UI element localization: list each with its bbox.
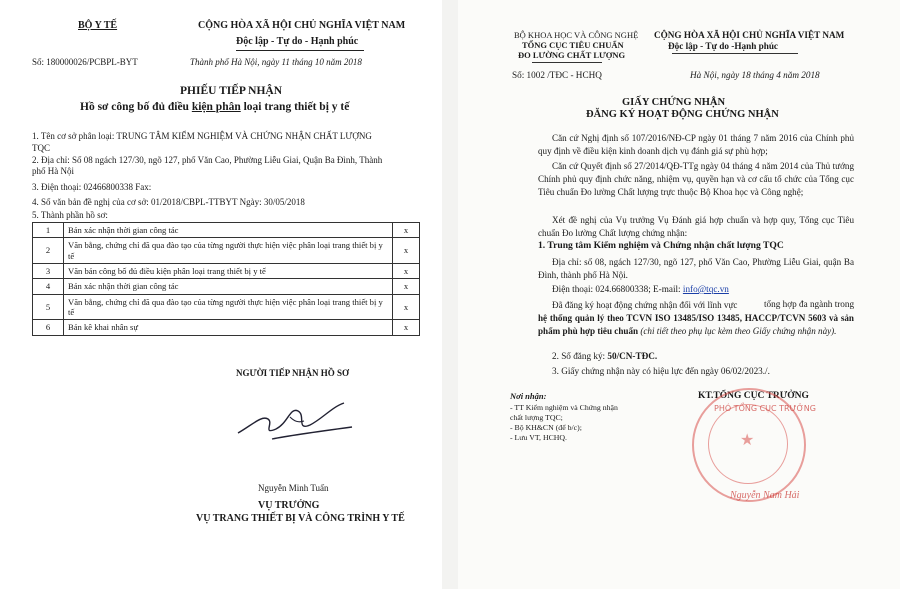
motto-underline bbox=[672, 53, 798, 54]
item-4: 4. Số văn bản đề nghị của cơ sở: 01/2018/CBPL-TTBYT Ngày: 30/05/2018 bbox=[32, 197, 305, 207]
row-mark: x bbox=[393, 263, 420, 278]
recipient-2: - Bộ KH&CN (để b/c); bbox=[510, 423, 582, 432]
row-mark: x bbox=[393, 294, 420, 320]
republic-header: CỘNG HÒA XÃ HỘI CHỦ NGHĨA VIỆT NAM bbox=[654, 30, 845, 40]
row-mark: x bbox=[393, 279, 420, 294]
recipients-title: Nơi nhận: bbox=[510, 391, 547, 401]
row-number: 6 bbox=[33, 320, 64, 335]
document-subtitle: ĐĂNG KÝ HOẠT ĐỘNG CHỨNG NHẬN bbox=[586, 109, 779, 120]
row-mark: x bbox=[393, 320, 420, 335]
ministry-header: BỘ KHOA HỌC VÀ CÔNG NGHỆ bbox=[514, 30, 639, 40]
document-number: Số: 180000026/PCBPL-BYT bbox=[32, 57, 138, 67]
row-number: 4 bbox=[33, 279, 64, 294]
row-mark: x bbox=[393, 223, 420, 238]
table-row bbox=[33, 223, 420, 238]
row-text: Bản kê khai nhân sự bbox=[64, 320, 393, 335]
left-document bbox=[0, 0, 442, 589]
row-text: Văn bản công bố đủ điều kiện phân loại trang thiết bị y tế bbox=[64, 263, 393, 278]
table-row bbox=[33, 279, 420, 294]
row-text: Bản xác nhận thời gian công tác bbox=[64, 223, 393, 238]
item-3: 3. Điện thoại: 02466800338 Fax: bbox=[32, 182, 152, 192]
recipient-3: - Lưu VT, HCHQ. bbox=[510, 433, 567, 442]
registration-number: 2. Số đăng ký: 50/CN-TĐC. bbox=[552, 351, 658, 361]
email-link[interactable]: info@tqc.vn bbox=[682, 284, 729, 294]
table-row bbox=[33, 263, 420, 278]
row-text: Văn bằng, chứng chỉ đã qua đào tạo của từng người thực hiện việc phân loại trang thiết bị y tế bbox=[64, 238, 393, 264]
republic-header: CỘNG HÒA XÃ HỘI CHỦ NGHĨA VIỆT NAM bbox=[198, 20, 406, 31]
row-number: 1 bbox=[33, 223, 64, 238]
recipient-1: - TT Kiểm nghiệm và Chứng nhận bbox=[510, 403, 618, 412]
document-date: Hà Nội, ngày 18 tháng 4 năm 2018 bbox=[690, 70, 820, 80]
row-mark: x bbox=[393, 238, 420, 264]
table-row bbox=[33, 294, 420, 320]
document-number: Số: 1002 /TĐC - HCHQ bbox=[512, 70, 602, 80]
document-title: PHIẾU TIẾP NHẬN bbox=[180, 85, 283, 97]
table-row bbox=[33, 238, 420, 264]
row-text: Bản xác nhận thời gian công tác bbox=[64, 279, 393, 294]
center-contact: Điện thoại: 024.66800338; E-mail: info@tqc.vn bbox=[552, 284, 729, 294]
row-text: Văn bằng, chứng chỉ đã qua đào tạo của từng người thực hiện việc phân loại trang thiết bị y tế bbox=[64, 294, 393, 320]
center-name: 1. Trung tâm Kiểm nghiệm và Chứng nhận chất lượng TQC bbox=[538, 240, 784, 251]
paragraph-decision: Căn cứ Quyết định số 27/2014/QĐ-TTg ngày 04 tháng 4 năm 2014 của Thủ tướng Chính phủ quy định chức năng, nhiệm vụ, quyền hạn và cơ cấu tổ chức của Tổng cục Tiêu chuẩn Đo lường Chất lượng trực thuộc Bộ Khoa học và Công nghệ; bbox=[538, 161, 854, 197]
page-gutter bbox=[442, 0, 458, 589]
item-2-cont: phố Hà Nội bbox=[32, 166, 74, 176]
signer-title: KT.TỔNG CỤC TRƯỞNG bbox=[698, 391, 809, 401]
signer-position: VỤ TRƯỞNG bbox=[258, 500, 320, 511]
recipient-1-cont: chất lượng TQC; bbox=[510, 413, 563, 422]
signature-image bbox=[232, 395, 362, 445]
item-2: 2. Địa chỉ: Số 08 ngách 127/30, ngõ 127, phố Văn Cao, Phường Liễu Giai, Quận Ba Đình, Thành bbox=[32, 155, 383, 165]
document-title: GIẤY CHỨNG NHẬN bbox=[622, 97, 726, 108]
agency-line-1: TỔNG CỤC TIÊU CHUẨN bbox=[522, 40, 624, 50]
ministry-header: BỘ Y TẾ bbox=[78, 20, 118, 31]
agency-line-2: ĐO LƯỜNG CHẤT LƯỢNG bbox=[518, 50, 626, 60]
document-subtitle: Hồ sơ công bố đủ điều kiện phân loại trang thiết bị y tế bbox=[80, 101, 350, 113]
item-1: 1. Tên cơ sở phân loại: TRUNG TÂM KIỂM NGHIỆM VÀ CHỨNG NHẬN CHẤT LƯỢNG bbox=[32, 131, 372, 141]
agency-underline bbox=[532, 62, 602, 63]
registration-inline-note: tổng hợp đa ngành trong bbox=[764, 299, 855, 309]
item-5: 5. Thành phần hồ sơ: bbox=[32, 210, 108, 220]
row-number: 5 bbox=[33, 294, 64, 320]
signer-name: Nguyễn Nam Hải bbox=[730, 490, 800, 501]
document-date: Thành phố Hà Nội, ngày 11 tháng 10 năm 2018 bbox=[190, 57, 362, 67]
signer-department: VỤ TRANG THIẾT BỊ VÀ CÔNG TRÌNH Y TẾ bbox=[196, 513, 405, 524]
table-row bbox=[33, 320, 420, 335]
paragraph-proposal: Xét đề nghị của Vụ trưởng Vụ Đánh giá hợp chuẩn và hợp quy, Tổng cục Tiêu chuẩn Đo lường Chất lượng chứng nhận: bbox=[538, 215, 854, 238]
item-1-cont: TQC bbox=[32, 143, 50, 153]
official-seal-icon: ★ bbox=[692, 388, 806, 502]
validity-line: 3. Giấy chứng nhận này có hiệu lực đến ngày 06/02/2023./. bbox=[552, 366, 770, 376]
registration-first-line: Đã đăng ký hoạt động chứng nhận đối với lĩnh vực bbox=[552, 300, 738, 310]
registration-scope: hệ thống quản lý theo TCVN ISO 13485/ISO 13485, HACCP/TCVN 5603 và sản phẩm phù hợp tiêu chuẩn (chi tiết theo phụ lục kèm theo Giấy chứng nhận này). bbox=[538, 313, 854, 336]
components-table bbox=[32, 222, 420, 336]
right-document bbox=[458, 0, 900, 589]
row-number: 2 bbox=[33, 238, 64, 264]
signer-name: Nguyễn Minh Tuấn bbox=[258, 483, 329, 493]
receiver-heading: NGƯỜI TIẾP NHẬN HỒ SƠ bbox=[236, 368, 350, 378]
motto: Độc lập - Tự do - Hạnh phúc bbox=[236, 36, 359, 47]
row-number: 3 bbox=[33, 263, 64, 278]
paragraph-decree: Căn cứ Nghị định số 107/2016/NĐ-CP ngày 01 tháng 7 năm 2016 của Chính phủ quy định về điều kiện kinh doanh dịch vụ đánh giá sự phù hợp; bbox=[538, 133, 854, 156]
motto-underline bbox=[236, 50, 364, 51]
stamp-caption: PHÓ TỔNG CỤC TRƯỞNG bbox=[714, 404, 816, 413]
motto: Độc lập - Tự do -Hạnh phúc bbox=[668, 41, 779, 51]
center-address: Địa chỉ: số 08, ngách 127/30, ngõ 127, phố Văn Cao, Phường Liễu Giai, quận Ba Đình, thành phố Hà Nội. bbox=[538, 257, 854, 280]
